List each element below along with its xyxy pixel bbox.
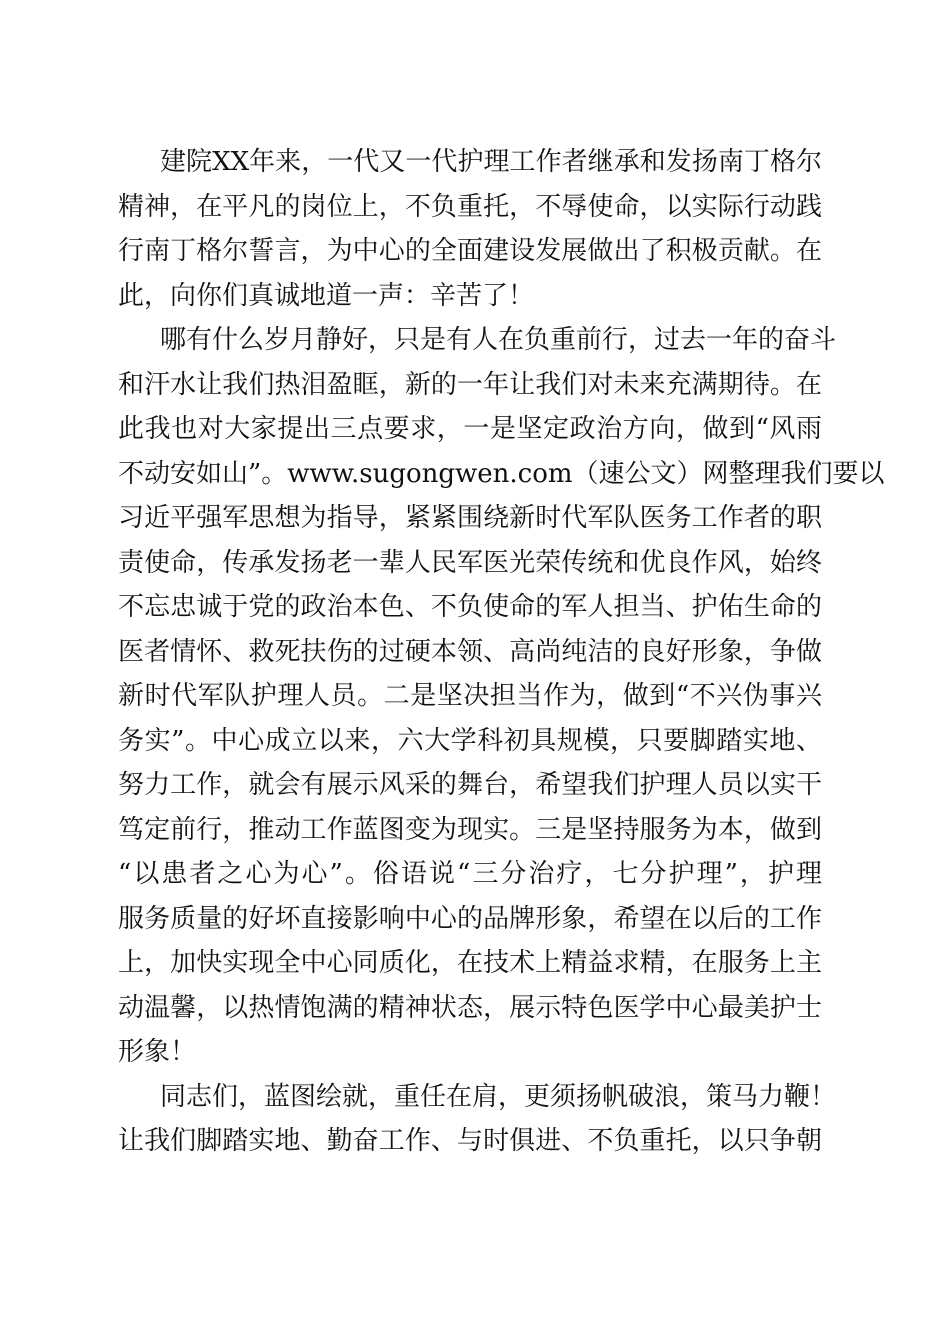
paragraph-1-line: 行南丁格尔誓言，为中心的全面建设发展做出了积极贡献。在 xyxy=(118,236,822,266)
paragraph-2-line: 和汗水让我们热泪盈眶，新的一年让我们对未来充满期待。在 xyxy=(118,369,822,400)
paragraph-2-line: 不忘忠诚于党的政治本色、不负使命的军人担当、护佑生命的 xyxy=(118,592,822,622)
paragraph-2-line: 责使命，传承发扬老一辈人民军医光荣传统和优良作风，始终 xyxy=(118,547,822,578)
paragraph-2-line: 务实”。中心成立以来，六大学科初具规模，只要脚踏实地、 xyxy=(118,725,822,756)
paragraph-2-line: 哪有什么岁月静好，只是有人在负重前行，过去一年的奋斗 xyxy=(160,325,837,355)
paragraph-2-line: 动温馨，以热情饱满的精神状态，展示特色医学中心最美护士 xyxy=(118,992,822,1023)
paragraph-2-line: 不动安如山”。www.sugongwen.com（速公文）网整理我们要以 xyxy=(118,458,885,489)
paragraph-2-line: 形象！ xyxy=(118,1037,197,1067)
paragraph-2-line: “以患者之心为心”。俗语说“三分治疗，七分护理”，护理 xyxy=(118,859,822,889)
paragraph-2-line: 新时代军队护理人员。二是坚决担当作为，做到“不兴伪事兴 xyxy=(118,681,822,711)
document-body xyxy=(118,140,885,1164)
paragraph-1-line: 精神，在平凡的岗位上，不负重托，不辱使命，以实际行动践 xyxy=(118,191,822,222)
paragraph-2-line: 医者情怀、救死扶伤的过硬本领、高尚纯洁的良好形象，争做 xyxy=(118,636,822,667)
paragraph-2-line: 笃定前行，推动工作蓝图变为现实。三是坚持服务为本，做到 xyxy=(118,814,822,845)
paragraph-3-line: 同志们，蓝图绘就，重任在肩，更须扬帆破浪，策马力鞭！ xyxy=(160,1081,837,1112)
paragraph-2-line: 此我也对大家提出三点要求，一是坚定政治方向，做到“风雨 xyxy=(118,414,822,444)
paragraph-2-line: 努力工作，就会有展示风采的舞台，希望我们护理人员以实干 xyxy=(118,770,822,800)
paragraph-1-line: 建院XX年来，一代又一代护理工作者继承和发扬南丁格尔 xyxy=(160,147,822,177)
paragraph-3-line: 让我们脚踏实地、勤奋工作、与时俱进、不负重托，以只争朝 xyxy=(118,1126,822,1156)
paragraph-2-line: 上，加快实现全中心同质化，在技术上精益求精，在服务上主 xyxy=(118,948,822,978)
paragraph-2-line: 服务质量的好坏直接影响中心的品牌形象，希望在以后的工作 xyxy=(118,903,822,934)
paragraph-2-line: 习近平强军思想为指导，紧紧围绕新时代军队医务工作者的职 xyxy=(118,503,822,533)
paragraph-1-line: 此，向你们真诚地道一声：辛苦了！ xyxy=(118,280,535,311)
